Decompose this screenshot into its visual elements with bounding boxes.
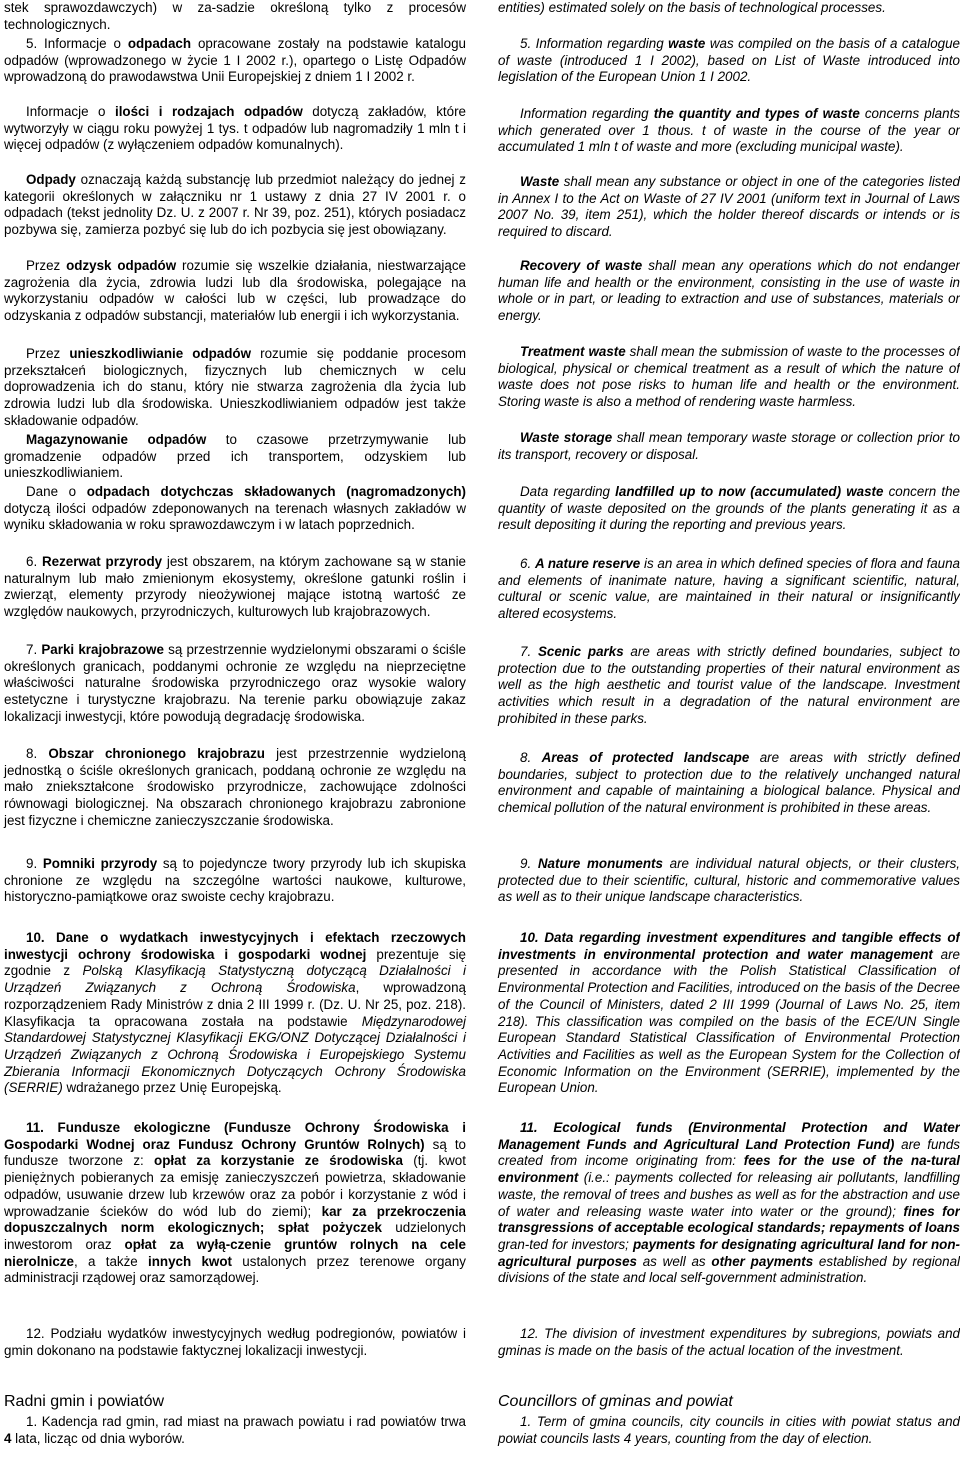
paragraph-6: 6. A nature reserve is an area in which defined species of flora and fauna and elements of inanimate nature, having a significant scientific, natural, cultural or scenic value, are maintained in their natural or insignificantly altered ecosystems.: [498, 556, 960, 622]
paragraph-7: 7. Scenic parks are areas with strictly defined boundaries, subject to protection due to the outstanding properties of their natural environment as well as the high aesthetic and tourist value of the landscape. Investment activities which result in a degradation of the natural environment are prohibited in these parks.: [498, 644, 960, 726]
paragraph-5: 5. Informacje o odpadach opracowane zostały na podstawie katalogu odpadów (wprowadzonego w życie 1 I 2002 r.), opartego o Listę Odpadów wprowadzoną do prawodawstwa Unii Europejskiej z dniem 1 I 2002 r.: [4, 36, 466, 85]
paragraph-8: 8. Obszar chronionego krajobrazu jest przestrzennie wydzieloną jednostką o ściśle określonych granicach, poddaną ochronie ze względu na mało zniekształcone środowisko przyrodnicze, zachowujące zdolności równowagi biologicznej. Na obszarach chronionego krajobrazu zabronione jest fizyczne i chemiczne zanieczyszczanie środowiska.: [4, 746, 466, 828]
paragraph-6: 6. Rezerwat przyrody jest obszarem, na którym zachowane są w stanie naturalnym lub mało zmienionym ekosystemy, określone gatunki roślin i zwierząt, elementy przyrody nieożywionej mające istotną wartość ze względów naukowych, przyrodniczych, kulturowych lub krajobrazowych.: [4, 554, 466, 620]
paragraph-9: 9. Nature monuments are individual natural objects, or their clusters, protected due to their scientific, cultural, historic and commemorative values as well as to their unique landscape characteristics.: [498, 856, 960, 905]
paragraph-treatment: Treatment waste shall mean the submission of waste to the processes of biological, physical or chemical treatment as a result of which the nature of waste does not pose risks to human life and health or the environment. Storing waste is also a method of rendering waste harmless.: [498, 344, 960, 410]
section-heading: Radni gmin i powiatów: [4, 1393, 165, 1410]
paragraph-7: 7. Parki krajobrazowe są przestrzennie wydzielonymi obszarami o ściśle określonych granicach, poddanymi ochronie ze względu na nieprzeciętne właściwości naturalne środowiska przyrodniczego oraz wysokie walory estetyczne i turystyczne krajobrazu. Na terenie parku obowiązuje zakaz lokalizacji inwestycji, które powodują degradację środowiska.: [4, 642, 466, 724]
section-heading: Councillors of gminas and powiat: [498, 1393, 733, 1410]
paragraph-unieszkodliwianie: Przez unieszkodliwianie odpadów rozumie się poddanie procesom przekształceń biologicznych, fizycznych lub chemicznych w celu doprowadzenia ich do stanu, który nie stwarza zagrożenia dla życia lub zdrowia ludzi lub dla środowiska. Unieszkodliwianiem odpadów jest także składowanie odpadów.: [4, 346, 467, 428]
paragraph-recovery: Recovery of waste shall mean any operations which do not endanger human life and health or the environment, consisting in the use of waste in whole or in part, or leading to extraction and use of substances, materials or energy.: [498, 258, 960, 324]
paragraph-5b: Information regarding the quantity and types of waste concerns plants which generated over 1 thous. t of waste in the course of the year or accumulated 1 mln t of waste and more (excluding municipal waste).: [498, 106, 960, 155]
paragraph-5b: Informacje o ilości i rodzajach odpadów dotyczą zakładów, które wytworzyły w ciągu roku powyżej 1 tys. t odpadów lub nagromadziły 1 mln t i więcej odpadów (z wyłączeniem odpadów komunalnych).: [4, 104, 467, 153]
paragraph-10: 10. Dane o wydatkach inwestycyjnych i efektach rzeczowych inwestycji ochrony środowiska i gospodarki wodnej prezentuje się zgodnie z Polską Klasyfikacją Statystyczną dotyczącą Działalności i Urządzeń Związanych z Ochroną Środowiska, wprowadzoną rozporządzeniem Rady Ministrów z dnia 2 III 1999 r. (Dz. U. Nr 25, poz. 218). Klasyfikacja ta opracowana została na podstawie Międzynarodowej Standardowej Statystycznej Klasyfikacji EKG/ONZ Dotyczącej Działalności i Urządzeń Związanych z Ochroną Środowiska i Europejskiego Systemu Zbierania Informacji Ekonomicznych Dotyczących Ochrony Środowiska (SERRIE) wdrażanego przez Unię Europejską.: [4, 930, 467, 1096]
paragraph-continuation: stek sprawozdawczych) w za-sadzie określoną tylko z procesów technologicznych.: [4, 0, 466, 32]
paragraph-landfill: Data regarding landfilled up to now (accumulated) waste concern the quantity of waste deposited on the grounds of the plants generating it as a result depositing it during the reporting and previous years.: [498, 484, 960, 533]
paragraph-10: 10. Data regarding investment expenditures and tangible effects of investments in environmental protection and water management are presented in accordance with the Polish Statistical Classification of Environmental Protection and Facilities, introduced on the basis of the Decree of the Council of Ministers, dated 2 III 1999 (Journal of Laws No. 25, item 218). This classification was compiled on the basis of the ECE/UN Single European Standard Statistical Classification of Environmental Protection Activities and Facilities as well as the European System for the Collection of Economic Information on the Environment (SERRIE), implemented by the European Union.: [498, 930, 960, 1096]
paragraph-councillors-1: 1. Term of gmina councils, city councils in cities with powiat status and powiat councils lasts 4 years, counting from the day of election.: [498, 1414, 960, 1446]
paragraph-9: 9. Pomniki przyrody są to pojedyncze twory przyrody lub ich skupiska chronione ze względu na szczególne wartości naukowe, kulturowe, historyczno-pamiątkowe oraz swoiste cechy krajobrazu.: [4, 856, 466, 905]
paragraph-continuation: entities) estimated solely on the basis of technological processes.: [498, 0, 886, 15]
paragraph-waste: Waste shall mean any substance or object in one of the categories listed in Annex I to the Act on Waste of 27 IV 2001 (uniform text in Journal of Laws 2007 No. 39, item 251), which the holder thereof discards or intends or is required to discard.: [498, 174, 960, 240]
paragraph-11: 11. Ecological funds (Environmental Protection and Water Management Funds and Agricultural Land Protection Fund) are funds created from income originating from: fees for the use of the na-tural environment (i.e.: payments collected for releasing air pollutants, landfilling waste, the removal of trees and bushes as well as for the abstraction and use of water and releasing waste water into water or the ground); fines for transgressions of acceptable ecological standards; repayments of loans gran-ted for investors; payments for designating agricultural land for non-agricultural purposes as well as other payments established by regional divisions of the state and local self-government administration.: [498, 1120, 960, 1286]
paragraph-odpady: Odpady oznaczają każdą substancję lub przedmiot należący do jednej z kategorii określonych w załączniku nr 1 ustawy z dnia 27 IV 2001 r. o odpadach (tekst jednolity Dz. U. z 2007 r. Nr 39, poz. 251), których posiadacz pozbywa się, zamierza pozbyć się lub do ich pozbycia się jest obowiązany.: [4, 172, 466, 238]
paragraph-5: 5. Information regarding waste was compiled on the basis of a catalogue of waste (introduced 1 I 2002), based on List of Waste introduced into legislation of the European Union 1 I 2002.: [498, 36, 960, 85]
paragraph-12: 12. Podziału wydatków inwestycyjnych według podregionów, powiatów i gmin dokonano na podstawie faktycznej lokalizacji inwestycji.: [4, 1326, 466, 1358]
paragraph-dane-skladowane: Dane o odpadach dotychczas składowanych (nagromadzonych) dotyczą ilości odpadów zdeponowanych na terenach własnych zakładów w wyniku składowania w roku sprawozdawczym i w latach poprzednich.: [4, 484, 466, 533]
paragraph-radni-1: 1. Kadencja rad gmin, rad miast na prawach powiatu i rad powiatów trwa 4 lata, licząc od dnia wyborów.: [4, 1414, 466, 1446]
paragraph-odzysk: Przez odzysk odpadów rozumie się wszelkie działania, niestwarzające zagrożenia dla życia, zdrowia ludzi lub dla środowiska, polegające na wykorzystaniu odpadów w całości lub w części, lub prowadzące do odzyskania z odpadów substancji, materiałów lub energii i ich wykorzystania.: [4, 258, 466, 324]
paragraph-12: 12. The division of investment expenditures by subregions, powiats and gminas is made on the basis of the actual location of the investment.: [498, 1326, 960, 1358]
paragraph-11: 11. Fundusze ekologiczne (Fundusze Ochrony Środowiska i Gospodarki Wodnej oraz Fundusz Ochrony Gruntów Rolnych) są to fundusze tworzone z: opłat za korzystanie ze środowiska (tj. kwot pieniężnych pobieranych za emisję zanieczyszczeń powietrza, składowanie odpadów, usuwanie drzew lub krzewów oraz za pobór i korzystanie z wód i wprowadzanie ścieków do wód lub do ziemi); kar za przekroczenia dopuszczalnych norm ekologicznych; spłat pożyczek udzielonych inwestorom oraz opłat za wyłą-czenie gruntów rolnych na cele nierolnicze, a także innych kwot ustalonych przez terenowe organy administracji rządowej oraz samorządowej.: [4, 1120, 467, 1286]
paragraph-magazynowanie: Magazynowanie odpadów to czasowe przetrzymywanie lub gromadzenie odpadów przed ich transportem, odzyskiem lub unieszkodliwianiem.: [4, 432, 466, 481]
paragraph-storage: Waste storage shall mean temporary waste storage or collection prior to its transport, recovery or disposal.: [498, 430, 960, 462]
paragraph-8: 8. Areas of protected landscape are areas with strictly defined boundaries, subject to protection due to the relatively unchanged natural environment and capable of maintaining a biological balance. Physical and chemical pollution of the natural environment is prohibited in these areas.: [498, 750, 960, 816]
